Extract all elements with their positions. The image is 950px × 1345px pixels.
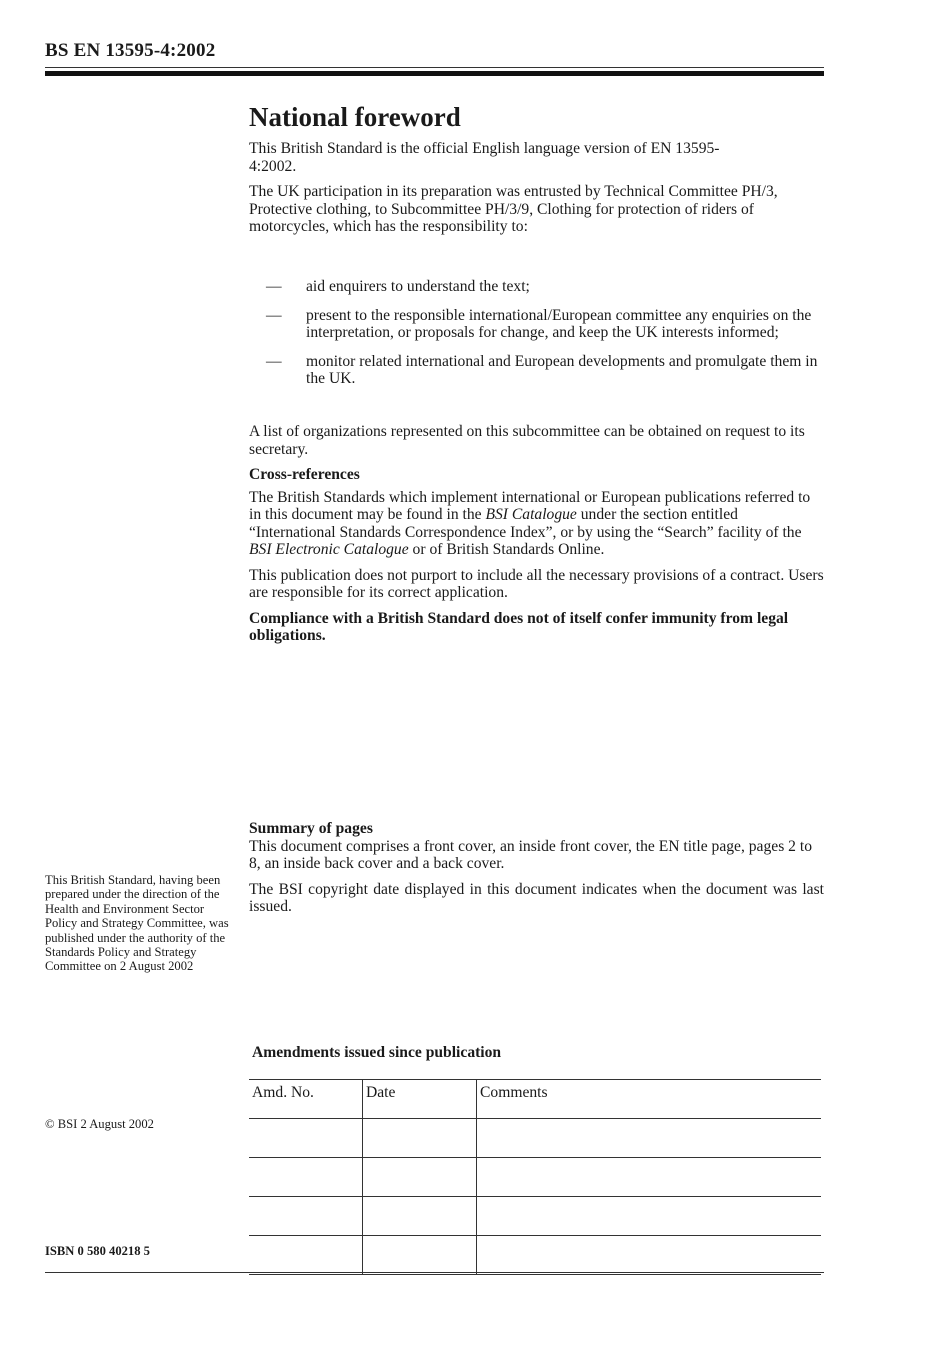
table-cell [477, 1236, 822, 1275]
cross-ref-text-3: or of British Standards Online. [408, 541, 605, 558]
table-cell [249, 1158, 363, 1197]
bsi-catalogue-ref: BSI Catalogue [485, 506, 577, 523]
cross-references-paragraph [249, 489, 824, 559]
list-item [266, 278, 826, 296]
list-item [266, 307, 826, 342]
list-item [266, 353, 826, 388]
table-cell [249, 1236, 363, 1275]
list-item-text: present to the responsible international/European committee any enquiries on the interpretation, or proposals for change, and keep the UK interests informed; [306, 306, 812, 341]
page-title: National foreword [249, 102, 461, 132]
table-header-row [249, 1080, 821, 1119]
list-item-text: monitor related international and European developments and promulgate them in the UK. [306, 352, 818, 387]
dash-marker: — [266, 278, 282, 295]
compliance-statement: Compliance with a British Standard does not of itself confer immunity from legal obligations. [249, 609, 789, 644]
summary-text: This document comprises a front cover, an inside front cover, the EN title page, pages 2 to 8, an inside back cover and a back cover. [249, 837, 812, 872]
header-rule-thick [45, 71, 824, 76]
dash-marker: — [266, 306, 282, 324]
provisions-paragraph: This publication does not purport to include all the necessary provisions of a contract. Users are responsible for its correct application. [249, 566, 824, 601]
column-header: Comments [477, 1080, 822, 1119]
table-cell [363, 1197, 477, 1236]
list-item-text: aid enquirers to understand the text; [306, 278, 530, 295]
table-cell [363, 1158, 477, 1197]
table-cell [477, 1197, 822, 1236]
column-header: Date [363, 1080, 477, 1119]
amendments-title: Amendments issued since publication [252, 1044, 502, 1061]
table-cell [249, 1197, 363, 1236]
footer-rule [45, 1272, 824, 1273]
foreword-body-block [249, 423, 824, 653]
table-cell [363, 1119, 477, 1158]
copyright-date-text: The BSI copyright date displayed in this document indicates when the document was last issued. [249, 880, 824, 915]
summary-block [249, 820, 824, 924]
table-cell [249, 1119, 363, 1158]
table-row [249, 1197, 821, 1236]
participation-paragraph: The UK participation in its preparation was entrusted by Technical Committee PH/3, Protective clothing, to Subcommittee PH/3/9, Clothing for protection of riders of motorcycles, which has the responsibility to: [249, 183, 778, 235]
table-cell [477, 1119, 822, 1158]
responsibilities-list [266, 278, 826, 399]
cross-ref-text-1: The British Standards which implement international or European publications referred to in this document may be found in the [249, 488, 811, 523]
cross-ref-text-2: under the section entitled “International Standards Correspondence Index”, or by using the “Search” facility of the [249, 506, 802, 541]
intro-paragraph: This British Standard is the official English language version of EN 13595-4:2002. [249, 140, 720, 175]
amendments-table [249, 1079, 821, 1275]
column-header: Amd. No. [249, 1080, 363, 1119]
summary-heading: Summary of pages [249, 820, 373, 837]
table-row [249, 1119, 821, 1158]
isbn: ISBN 0 580 40218 5 [45, 1244, 150, 1258]
foreword-intro-block [249, 140, 824, 244]
table-cell [363, 1236, 477, 1275]
table-cell [477, 1158, 822, 1197]
table-row [249, 1158, 821, 1197]
dash-marker: — [266, 352, 282, 370]
cross-references-heading: Cross-references [249, 466, 360, 483]
table-row [249, 1236, 821, 1275]
header-rule-thin [45, 67, 824, 68]
publication-note: This British Standard, having been prepared under the direction of the Health and Environment Sector Policy and Strategy Committee, was published under the authority of the Standards Policy and Strategy Committee on 2 August 2002 [45, 873, 229, 974]
copyright-line: © BSI 2 August 2002 [45, 1117, 154, 1131]
standard-id: BS EN 13595-4:2002 [45, 40, 216, 61]
bsi-electronic-catalogue-ref: BSI Electronic Catalogue [249, 541, 409, 558]
organizations-paragraph: A list of organizations represented on this subcommittee can be obtained on request to its secretary. [249, 423, 805, 458]
